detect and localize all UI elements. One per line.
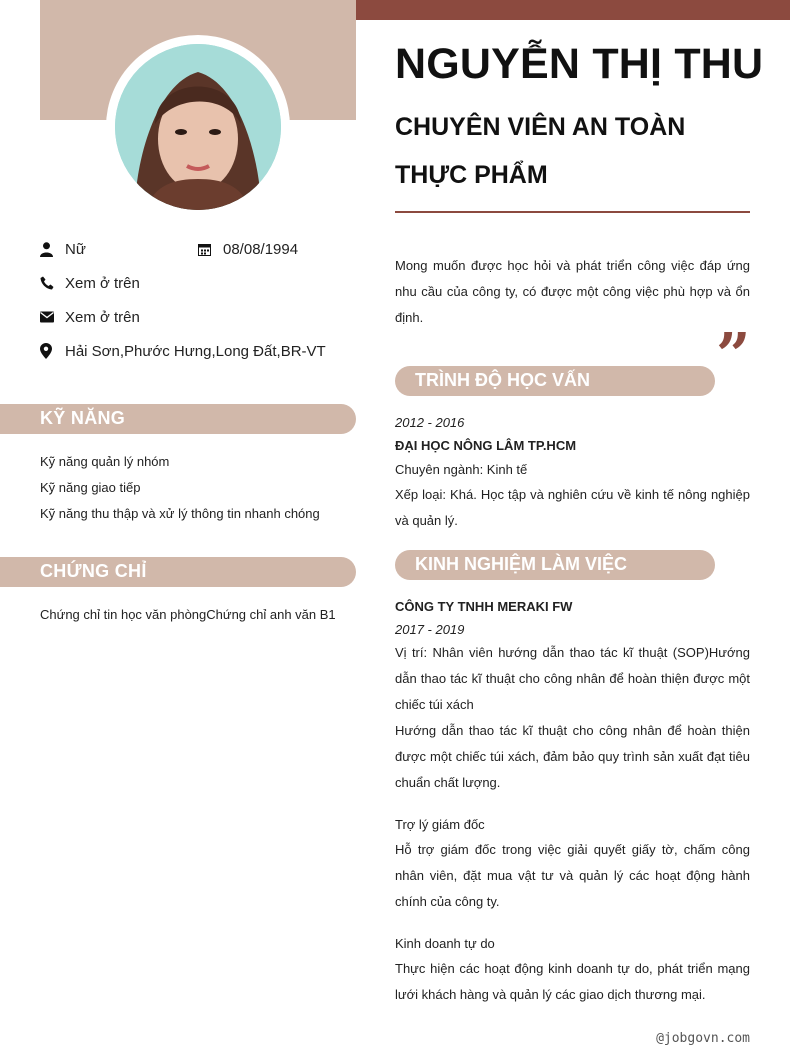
email-row xyxy=(40,307,140,327)
footer-watermark: @jobgovn.com xyxy=(656,1031,750,1046)
job-title-line2: THỰC PHẨM xyxy=(395,161,548,189)
gender-text: Nữ xyxy=(65,240,86,258)
experience-title: KINH NGHIỆM LÀM VIỆC xyxy=(415,554,628,574)
education-header xyxy=(395,366,715,396)
experience-desc-1: Vị trí: Nhân viên hướng dẫn thao tác kĩ thuật (SOP)Hướng dẫn thao tác kĩ thuật cho công nhân để hoàn thiện được một chiếc túi xách xyxy=(395,645,750,712)
experience-company: CÔNG TY TNHH MERAKI FW xyxy=(395,599,573,614)
address-text: Hải Sơn,Phước Hưng,Long Đất,BR-VT xyxy=(65,342,326,360)
email-text: Xem ở trên xyxy=(65,308,140,326)
email-icon xyxy=(40,311,65,323)
experience-role-2-desc: Hỗ trợ giám đốc trong việc giải quyết giấy tờ, chấm công nhân viên, đặt mua vật tư và quản lý các hoạt động hành chính của công ty. xyxy=(395,842,750,909)
job-title-line1: CHUYÊN VIÊN AN TOÀN xyxy=(395,113,686,141)
gender-row xyxy=(40,239,86,259)
address-row xyxy=(40,341,326,361)
calendar-icon xyxy=(198,243,223,256)
experience-role-3: Kinh doanh tự do xyxy=(395,936,495,951)
experience-role-2: Trợ lý giám đốc xyxy=(395,817,485,832)
certificates-title: CHỨNG CHỈ xyxy=(40,561,147,581)
experience-desc-2: Hướng dẫn thao tác kĩ thuật cho công nhân để hoàn thiện được một chiếc túi xách, đảm bảo quy trình sản xuất đạt tiêu chuẩn chất lượng. xyxy=(395,723,750,790)
avatar xyxy=(115,44,281,210)
skill-item: Kỹ năng quản lý nhóm xyxy=(40,454,170,469)
user-icon xyxy=(40,242,65,257)
full-name: NGUYỄN THỊ THU xyxy=(395,40,764,88)
quote-icon: ” xyxy=(716,321,751,391)
dob-text: 08/08/1994 xyxy=(223,240,299,258)
education-school: ĐẠI HỌC NÔNG LÂM TP.HCM xyxy=(395,438,577,453)
education-rank: Xếp loại: Khá. Học tập và nghiên cứu về kinh tế nông nghiệp và quản lý. xyxy=(395,487,750,528)
phone-icon xyxy=(40,276,65,290)
skills-header xyxy=(0,404,356,434)
skills-title: KỸ NĂNG xyxy=(40,408,126,428)
top-accent-bar xyxy=(356,0,790,20)
location-icon xyxy=(40,343,65,359)
education-period: 2012 - 2016 xyxy=(395,415,465,430)
skill-item: Kỹ năng thu thập và xử lý thông tin nhanh chóng xyxy=(40,506,320,521)
objective-text: Mong muốn được học hỏi và phát triển công việc đáp ứng nhu cầu của công ty, có được một công việc phù hợp và ổn định. xyxy=(395,258,750,325)
dob-row xyxy=(198,239,298,259)
skill-item: Kỹ năng giao tiếp xyxy=(40,480,141,495)
phone-text: Xem ở trên xyxy=(65,274,140,292)
experience-header xyxy=(395,550,715,580)
experience-role-3-desc: Thực hiện các hoạt động kinh doanh tự do, phát triển mạng lưới khách hàng và quản lý các giao dịch thương mại. xyxy=(395,961,750,1002)
divider xyxy=(395,211,750,213)
education-major: Chuyên ngành: Kinh tế xyxy=(395,462,528,477)
education-title: TRÌNH ĐỘ HỌC VẤN xyxy=(415,370,590,390)
phone-row xyxy=(40,273,140,293)
certificates-text: Chứng chỉ tin học văn phòngChứng chỉ anh văn B1 xyxy=(40,607,336,622)
certificates-header xyxy=(0,557,356,587)
experience-period: 2017 - 2019 xyxy=(395,622,465,637)
